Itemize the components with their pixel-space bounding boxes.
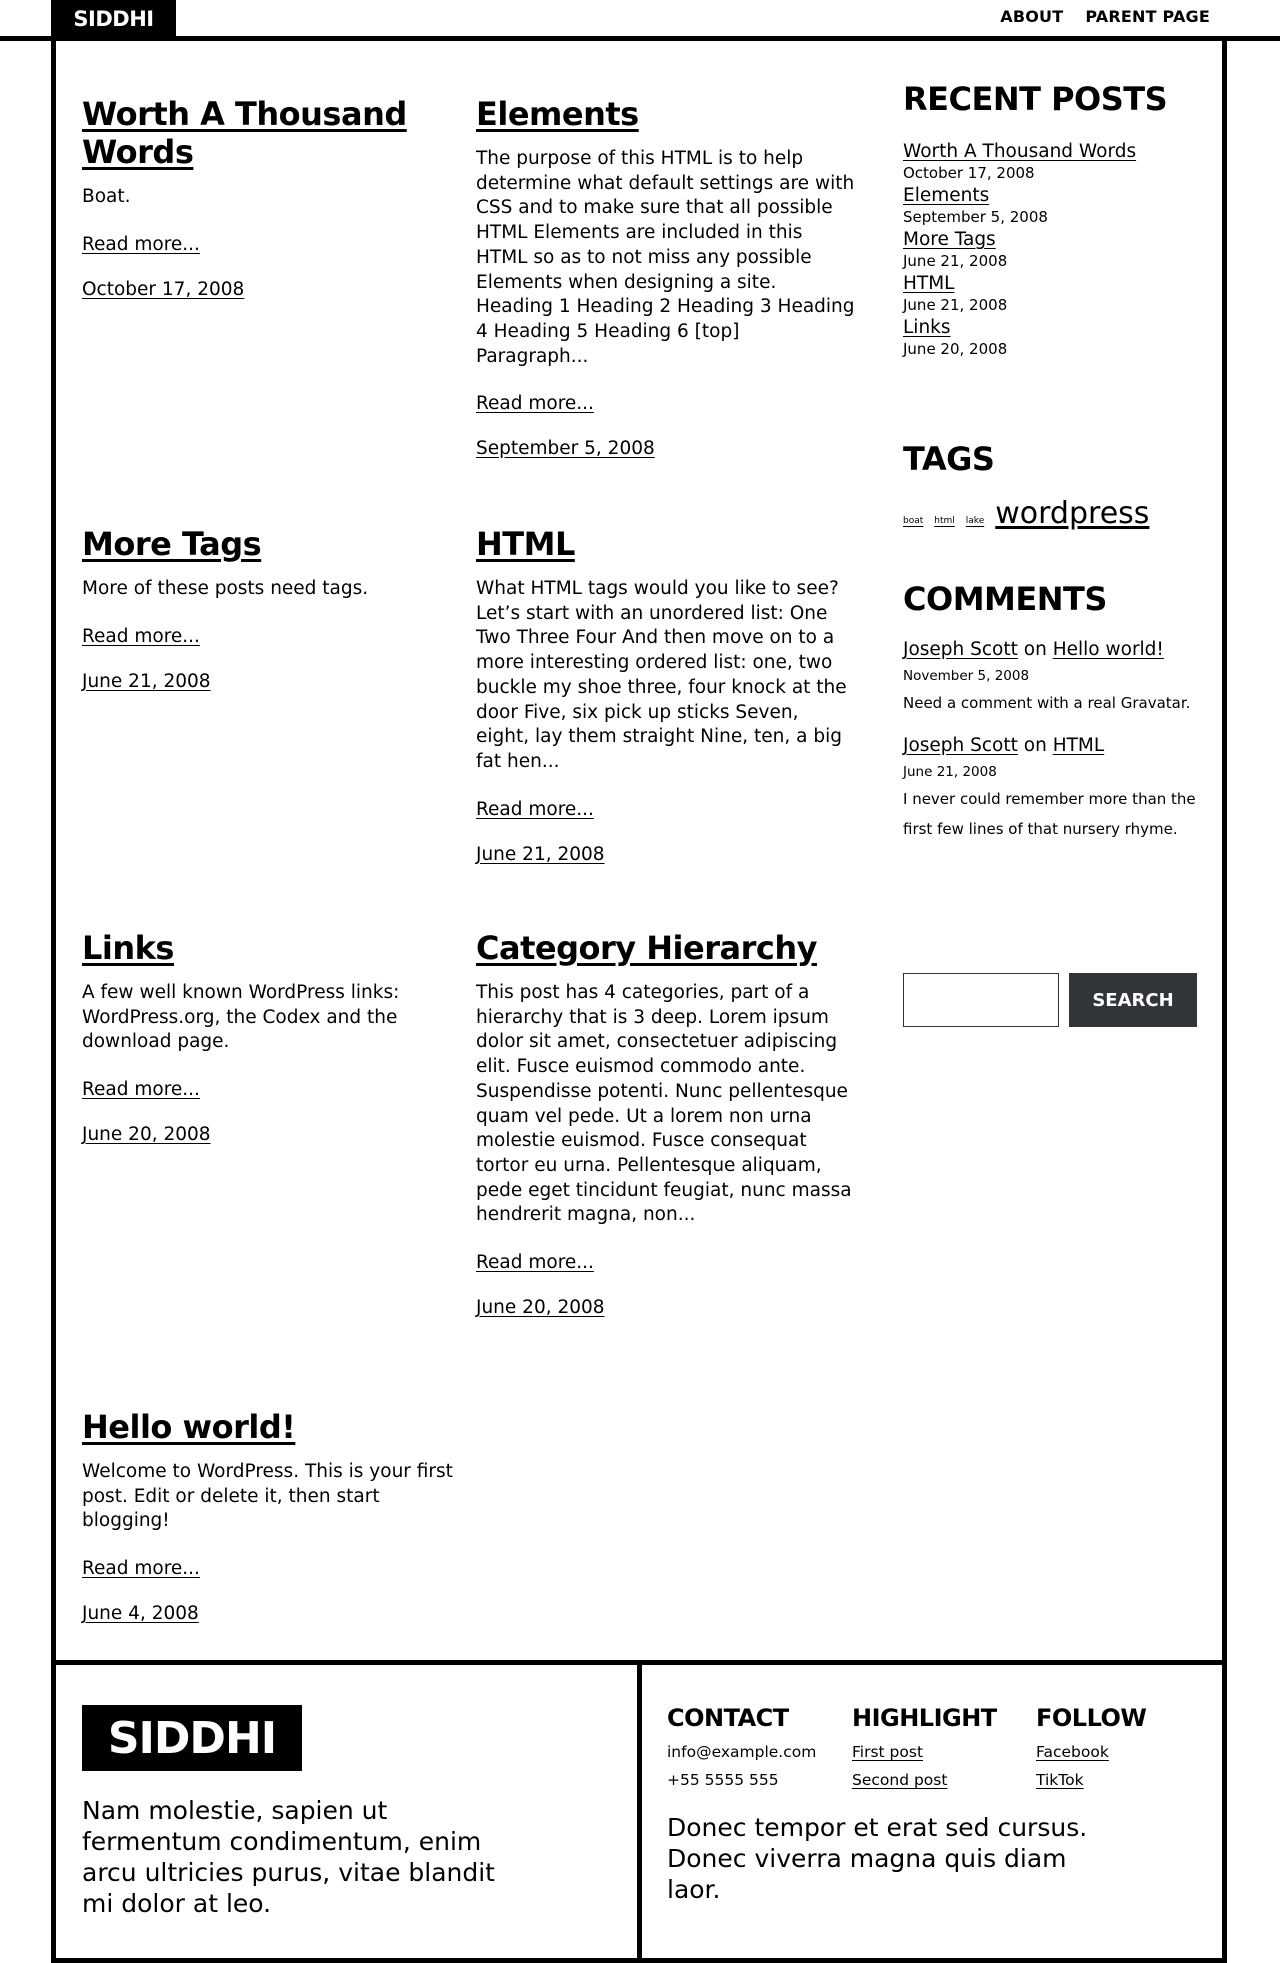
post-title-link[interactable]: Elements	[476, 95, 639, 133]
post-title	[82, 95, 462, 171]
footer-column-divider	[637, 1660, 642, 1963]
recent-post-item	[903, 228, 1203, 272]
comment-author-link[interactable]: Joseph Scott	[903, 639, 1018, 660]
footer-logo: SIDDHI	[82, 1705, 302, 1771]
footer-follow-heading: FOLLOW	[1036, 1704, 1147, 1732]
comments-heading: COMMENTS	[903, 580, 1107, 618]
nav-about[interactable]: ABOUT	[1000, 7, 1064, 26]
post-card	[82, 525, 462, 692]
recent-posts-widget	[903, 80, 1203, 360]
post-date-link[interactable]: June 20, 2008	[476, 1297, 605, 1319]
footer-highlight-column	[852, 1702, 1027, 1794]
tags-widget	[903, 440, 1203, 531]
post-title	[82, 525, 462, 563]
site-logo[interactable]: SIDDHI	[51, 0, 176, 37]
tags-heading: TAGS	[903, 440, 995, 478]
recent-post-link[interactable]: Worth A Thousand Words	[903, 141, 1137, 162]
post-excerpt: Boat.	[82, 186, 131, 207]
post-title-link[interactable]: Hello world!	[82, 1408, 296, 1446]
post-title	[82, 929, 462, 967]
post-excerpt: This post has 4 categories, part of a hierarchy that is 3 deep. Lorem ipsum dolor sit amet, consectetuer adipiscing elit. Fusce euismod commodo ante. Suspendisse potenti. Nunc pellentesque quam vel pede. Ut a lorem non urna molestie euismod. Fusce consequat tortor eu urna. Pellentesque aliquam, pede eget tincidunt feugiat, nunc massa hendrerit magna, non...	[476, 982, 852, 1226]
frame-left-border	[51, 36, 56, 1963]
post-excerpt: The purpose of this HTML is to help determine what default settings are with CSS and to make sure that all possible HTML Elements are included in this HTML so as to not miss any possible Elements when designing a site. Heading 1 Heading 2 Heading 3 Heading 4 Heading 5 Heading 6 [top] Paragraph...	[476, 148, 855, 367]
post-date-link[interactable]: September 5, 2008	[476, 438, 655, 460]
tag-link[interactable]: boat	[903, 516, 924, 526]
comment-post-link[interactable]: HTML	[1052, 735, 1105, 756]
post-title	[476, 929, 856, 967]
highlight-link[interactable]: First post	[852, 1743, 924, 1761]
post-date-link[interactable]: October 17, 2008	[82, 278, 245, 300]
recent-post-date: June 21, 2008	[903, 296, 1008, 314]
read-more-link[interactable]: Read more...	[82, 1079, 200, 1101]
recent-post-link[interactable]: HTML	[903, 273, 955, 294]
post-title-link[interactable]: Worth A Thousand Words	[82, 95, 407, 171]
post-date-link[interactable]: June 4, 2008	[82, 1603, 199, 1625]
post-card	[82, 95, 462, 300]
post-date-link[interactable]: June 20, 2008	[82, 1124, 211, 1146]
recent-post-date: September 5, 2008	[903, 208, 1048, 226]
search-input[interactable]	[903, 973, 1059, 1027]
post-card	[476, 929, 856, 1318]
footer-about-text: Nam molestie, sapien ut fermentum condimentum, enim arcu ultricies purus, vitae blandit mi dolor at leo.	[82, 1796, 495, 1918]
tag-cloud	[903, 496, 1203, 531]
nav-parent-page[interactable]: PARENT PAGE	[1085, 7, 1210, 26]
post-title-link[interactable]: HTML	[476, 525, 575, 563]
post-card	[476, 525, 856, 865]
comment-date: June 21, 2008	[903, 764, 997, 780]
tiktok-link[interactable]: TikTok	[1036, 1771, 1084, 1789]
post-excerpt: More of these posts need tags.	[82, 578, 369, 599]
post-excerpt: Welcome to WordPress. This is your first post. Edit or delete it, then start blogging!	[82, 1461, 453, 1532]
post-title-link[interactable]: More Tags	[82, 525, 262, 563]
footer-contact-column	[667, 1702, 842, 1794]
read-more-link[interactable]: Read more...	[82, 1558, 200, 1580]
tag-link[interactable]: html	[934, 516, 955, 526]
recent-post-item	[903, 316, 1203, 360]
search-button[interactable]: SEARCH	[1069, 973, 1197, 1027]
recent-post-item	[903, 140, 1203, 184]
read-more-link[interactable]: Read more...	[476, 798, 594, 820]
footer-highlight-heading: HIGHLIGHT	[852, 1704, 997, 1732]
comment-item	[903, 638, 1203, 718]
footer-follow-column	[1036, 1702, 1211, 1794]
read-more-link[interactable]: Read more...	[476, 393, 594, 415]
recent-post-date: June 20, 2008	[903, 340, 1008, 358]
comment-date: November 5, 2008	[903, 668, 1030, 684]
highlight-link[interactable]: Second post	[852, 1771, 948, 1789]
comment-meta	[903, 734, 1203, 758]
recent-post-link[interactable]: Links	[903, 317, 951, 338]
facebook-link[interactable]: Facebook	[1036, 1743, 1109, 1761]
contact-phone: +55 5555 555	[667, 1771, 779, 1789]
recent-post-date: June 21, 2008	[903, 252, 1008, 270]
post-title	[82, 1408, 462, 1446]
comment-author-link[interactable]: Joseph Scott	[903, 735, 1018, 756]
recent-post-link[interactable]: More Tags	[903, 229, 996, 250]
footer-contact-heading: CONTACT	[667, 1704, 789, 1732]
footer-tagline: Donec tempor et erat sed cursus. Donec viverra magna quis diam laor.	[667, 1813, 1088, 1904]
header-divider	[0, 36, 1280, 41]
read-more-link[interactable]: Read more...	[82, 233, 200, 255]
post-title-link[interactable]: Category Hierarchy	[476, 929, 817, 967]
post-title	[476, 95, 856, 133]
post-date-link[interactable]: June 21, 2008	[476, 843, 605, 865]
post-card	[82, 1408, 462, 1624]
comments-widget	[903, 580, 1203, 844]
site-header	[0, 0, 1280, 41]
recent-post-date: October 17, 2008	[903, 164, 1035, 182]
recent-post-item	[903, 272, 1203, 316]
main-nav	[1000, 7, 1210, 26]
post-card	[82, 929, 462, 1145]
comment-meta	[903, 638, 1203, 662]
contact-email: info@example.com	[667, 1743, 817, 1761]
post-excerpt: A few well known WordPress links: WordPress.org, the Codex and the download page.	[82, 982, 400, 1053]
recent-post-link[interactable]: Elements	[903, 185, 990, 206]
recent-post-item	[903, 184, 1203, 228]
post-excerpt: What HTML tags would you like to see? Let’s start with an unordered list: One Two Three Four And then move on to a more interesting ordered list: one, two buckle my shoe three, four knock at the door Five, six pick up sticks Seven, eight, lay them straight Nine, ten, a big fat hen...	[476, 578, 847, 772]
tag-link[interactable]: wordpress	[995, 496, 1150, 531]
recent-posts-heading: RECENT POSTS	[903, 80, 1168, 118]
post-title-link[interactable]: Links	[82, 929, 174, 967]
read-more-link[interactable]: Read more...	[82, 625, 200, 647]
post-title	[476, 525, 856, 563]
tag-link[interactable]: lake	[965, 516, 985, 526]
post-card	[476, 95, 856, 459]
comment-on-text: on	[1023, 639, 1047, 660]
comment-on-text: on	[1023, 735, 1047, 756]
read-more-link[interactable]: Read more...	[476, 1252, 594, 1274]
comment-text: Need a comment with a real Gravatar.	[903, 694, 1191, 712]
comment-post-link[interactable]: Hello world!	[1052, 639, 1164, 660]
comment-item	[903, 734, 1203, 844]
frame-right-border	[1222, 36, 1227, 1963]
post-date-link[interactable]: June 21, 2008	[82, 670, 211, 692]
comment-text: I never could remember more than the first few lines of that nursery rhyme.	[903, 790, 1196, 838]
